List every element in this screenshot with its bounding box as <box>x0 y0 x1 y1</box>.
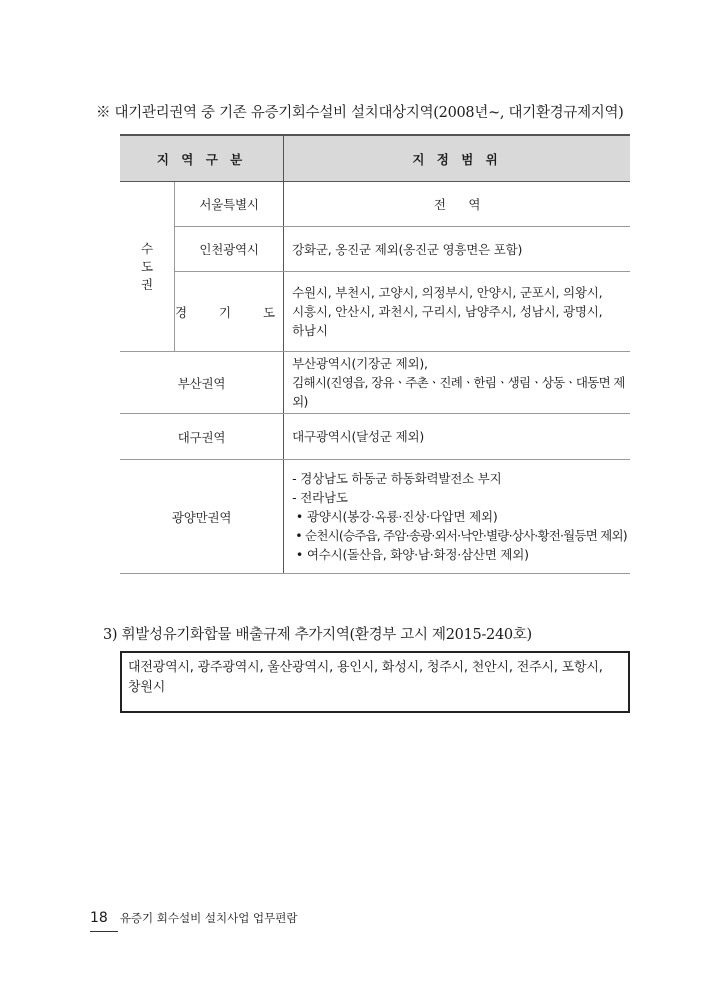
region-gwangyang: 광양만권역 <box>120 460 284 574</box>
table-row <box>120 227 630 272</box>
page-footer <box>90 910 297 926</box>
box-line: 대전광역시, 광주광역시, 울산광역시, 용인시, 화성시, 청주시, 천안시, 전주시, 포항시, <box>128 660 603 675</box>
scope-daegu: 대구광역시(달성군 제외) <box>284 414 630 460</box>
region-incheon: 인천광역시 <box>175 227 284 272</box>
scope-incheon: 강화군, 옹진군 제외(옹진군 영흥면은 포함) <box>284 227 630 272</box>
scope-gwangyang: - 경상남도 하동군 하동화력발전소 부지 - 전라남도 • 광양시(봉강·옥룡·진상·다압면 제외) • 순천시(승주읍, 주암·송광·외서·낙안·별량·상사·황전·월등면 제외) • 여수시(돌산읍, 화양·남·화정·삼산면 제외) <box>284 460 630 574</box>
table-row <box>120 460 630 574</box>
region-busan: 부산권역 <box>120 352 284 414</box>
scope-busan: 부산광역시(기장군 제외), 김해시(진영읍, 장유ㆍ주촌ㆍ진례ㆍ한림ㆍ생림ㆍ상동ㆍ대동면 제외) <box>284 352 630 414</box>
box-line: 창원시 <box>128 680 166 695</box>
header-region: 지 역 구 분 <box>120 135 284 182</box>
footer-title: 유증기 회수설비 설치사업 업무편람 <box>119 911 298 925</box>
table-header-row <box>120 135 630 182</box>
table-row <box>120 414 630 460</box>
designation-table <box>120 134 630 574</box>
region-daegu: 대구권역 <box>120 414 284 460</box>
header-scope: 지 정 범 위 <box>284 135 630 182</box>
table-row <box>120 352 630 414</box>
table-row <box>120 272 630 352</box>
metro-area-label: 수 도 권 <box>120 182 175 352</box>
region-seoul: 서울특별시 <box>175 182 284 227</box>
footer-divider <box>90 931 118 932</box>
scope-gyeonggi: 수원시, 부천시, 고양시, 의정부시, 안양시, 군포시, 의왕시, 시흥시, 안산시, 과천시, 구리시, 남양주시, 성남시, 광명시, 하남시 <box>284 272 630 352</box>
section-title: 3) 휘발성유기화합물 배출규제 추가지역(환경부 고시 제2015-240호) <box>103 627 532 643</box>
table-heading: ※ 대기관리권역 중 기존 유증기회수설비 설치대상지역(2008년~, 대기환경규제지역) <box>96 105 624 121</box>
scope-seoul: 전 역 <box>284 182 630 227</box>
region-gyeonggi: 경 기 도 <box>175 272 284 352</box>
table-row <box>120 182 630 227</box>
additional-regions-box <box>120 651 630 713</box>
page-number: 18 <box>90 910 108 926</box>
